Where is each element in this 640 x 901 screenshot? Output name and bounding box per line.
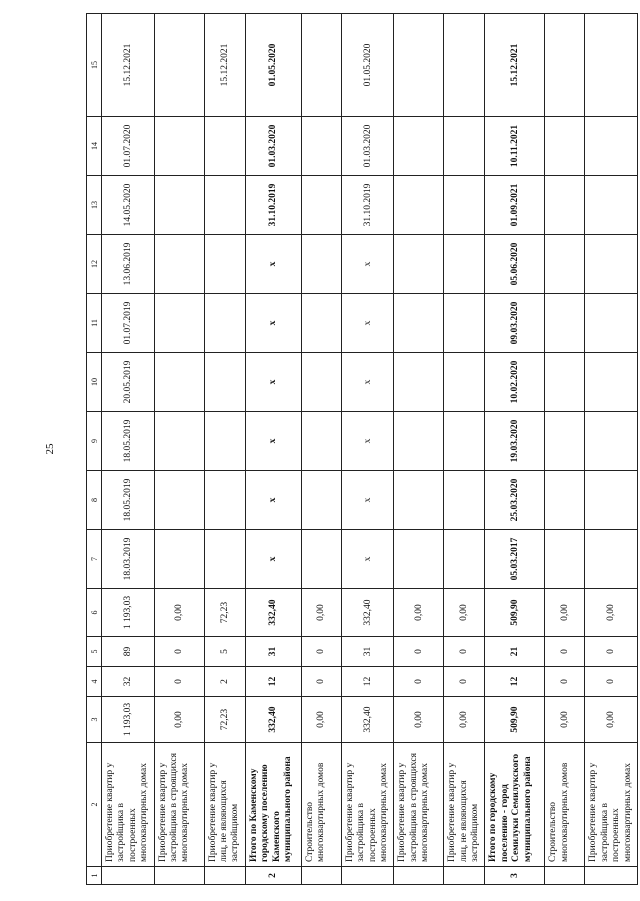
value-cell — [444, 353, 485, 412]
value-cell: 05.03.2017 — [485, 530, 545, 589]
value-cell: 0,00 — [394, 589, 444, 637]
header-cell: 5 — [87, 637, 102, 667]
value-cell: 31 — [341, 637, 394, 667]
header-cell: 3 — [87, 697, 102, 743]
value-cell — [394, 294, 444, 353]
value-cell — [154, 235, 204, 294]
description-cell: Итого по Каменскому городскому поселению Каменского муниципального района — [245, 743, 301, 867]
value-cell — [394, 117, 444, 176]
value-cell — [545, 14, 585, 117]
value-cell: 09.03.2020 — [485, 294, 545, 353]
value-cell: 1 193,03 — [102, 697, 155, 743]
value-cell — [301, 412, 341, 471]
value-cell: 0 — [394, 637, 444, 667]
value-cell: 32 — [102, 667, 155, 697]
header-cell: 14 — [87, 117, 102, 176]
description-cell: Приобретение квартир у застройщика в строящихся многоквартирных домах — [154, 743, 204, 867]
value-cell: 332,40 — [341, 697, 394, 743]
value-cell — [204, 235, 245, 294]
value-cell: 12 — [341, 667, 394, 697]
value-cell — [301, 176, 341, 235]
value-cell: 0 — [394, 667, 444, 697]
value-cell — [154, 530, 204, 589]
value-cell: 509,90 — [485, 697, 545, 743]
value-cell: 19.03.2020 — [485, 412, 545, 471]
value-cell — [394, 412, 444, 471]
value-cell — [301, 471, 341, 530]
value-cell: x — [341, 412, 394, 471]
value-cell — [545, 235, 585, 294]
table-row — [204, 14, 245, 885]
table-row — [444, 14, 485, 885]
value-cell: 15.12.2021 — [204, 14, 245, 117]
value-cell: 0 — [585, 637, 638, 667]
value-cell — [204, 353, 245, 412]
value-cell — [444, 294, 485, 353]
value-cell: x — [245, 412, 301, 471]
value-cell — [545, 471, 585, 530]
row-number-cell — [154, 867, 204, 885]
header-cell: 13 — [87, 176, 102, 235]
table-body — [87, 14, 638, 885]
value-cell: 10.02.2020 — [485, 353, 545, 412]
value-cell: x — [245, 353, 301, 412]
row-number-cell — [301, 867, 341, 885]
value-cell — [585, 294, 638, 353]
value-cell — [204, 530, 245, 589]
value-cell: 72,23 — [204, 589, 245, 637]
value-cell: 0 — [545, 667, 585, 697]
value-cell — [545, 353, 585, 412]
value-cell — [204, 471, 245, 530]
value-cell: x — [341, 471, 394, 530]
value-cell — [444, 117, 485, 176]
value-cell: 12 — [245, 667, 301, 697]
description-cell: Итого по городскому поселению - город Семилуки Семилукского муниципального района — [485, 743, 545, 867]
value-cell: 0,00 — [301, 589, 341, 637]
header-cell: 7 — [87, 530, 102, 589]
value-cell: 31.10.2019 — [245, 176, 301, 235]
value-cell: x — [341, 353, 394, 412]
header-cell: 2 — [87, 743, 102, 867]
value-cell: 10.11.2021 — [485, 117, 545, 176]
value-cell: 72,23 — [204, 697, 245, 743]
value-cell — [545, 176, 585, 235]
description-cell: Приобретение квартир у застройщика в строящихся многоквартирных домах — [394, 743, 444, 867]
header-cell: 9 — [87, 412, 102, 471]
value-cell — [154, 353, 204, 412]
value-cell: 332,40 — [245, 589, 301, 637]
value-cell — [585, 235, 638, 294]
value-cell — [585, 14, 638, 117]
value-cell: x — [341, 294, 394, 353]
value-cell: 01.05.2020 — [245, 14, 301, 117]
value-cell: 0 — [301, 667, 341, 697]
value-cell — [444, 471, 485, 530]
value-cell: x — [245, 471, 301, 530]
table-row — [301, 14, 341, 885]
value-cell — [444, 235, 485, 294]
value-cell — [444, 14, 485, 117]
header-cell: 10 — [87, 353, 102, 412]
value-cell: 0 — [301, 637, 341, 667]
value-cell: 01.03.2020 — [341, 117, 394, 176]
value-cell — [394, 14, 444, 117]
description-cell: Приобретение квартир у застройщика в построенных многоквартирных домах — [341, 743, 394, 867]
value-cell: 0,00 — [545, 589, 585, 637]
value-cell — [301, 235, 341, 294]
value-cell: 5 — [204, 637, 245, 667]
row-number-cell — [585, 867, 638, 885]
row-number-cell — [204, 867, 245, 885]
value-cell: 14.05.2020 — [102, 176, 155, 235]
table-row — [545, 14, 585, 885]
header-cell: 12 — [87, 235, 102, 294]
value-cell: x — [341, 235, 394, 294]
description-cell: Строительство многоквартирных домов — [545, 743, 585, 867]
value-cell: 01.07.2019 — [102, 294, 155, 353]
value-cell: 0,00 — [154, 589, 204, 637]
value-cell — [585, 530, 638, 589]
table-row — [102, 14, 155, 885]
row-number-cell — [545, 867, 585, 885]
value-cell — [444, 412, 485, 471]
value-cell: x — [245, 294, 301, 353]
header-row — [87, 14, 102, 885]
table-row — [154, 14, 204, 885]
value-cell — [545, 117, 585, 176]
value-cell: x — [341, 530, 394, 589]
value-cell: 0 — [545, 637, 585, 667]
rotated-page — [86, 15, 633, 885]
value-cell — [154, 176, 204, 235]
value-cell — [585, 353, 638, 412]
description-cell: Строительство многоквартирных домов — [301, 743, 341, 867]
header-cell: 4 — [87, 667, 102, 697]
value-cell: x — [245, 235, 301, 294]
value-cell: 0,00 — [545, 697, 585, 743]
value-cell — [394, 235, 444, 294]
value-cell: 0,00 — [444, 697, 485, 743]
description-cell: Приобретение квартир у лиц, не являющихся застройщиком — [444, 743, 485, 867]
value-cell: 0 — [585, 667, 638, 697]
value-cell: 0,00 — [154, 697, 204, 743]
value-cell: 332,40 — [341, 589, 394, 637]
value-cell — [585, 412, 638, 471]
header-cell: 1 — [87, 867, 102, 885]
value-cell: 01.09.2021 — [485, 176, 545, 235]
value-cell — [394, 530, 444, 589]
value-cell — [204, 176, 245, 235]
value-cell — [301, 353, 341, 412]
value-cell — [444, 530, 485, 589]
value-cell: 89 — [102, 637, 155, 667]
value-cell: x — [245, 530, 301, 589]
value-cell: 332,40 — [245, 697, 301, 743]
value-cell — [585, 471, 638, 530]
value-cell: 01.05.2020 — [341, 14, 394, 117]
value-cell: 509,90 — [485, 589, 545, 637]
value-cell: 0,00 — [301, 697, 341, 743]
value-cell — [301, 14, 341, 117]
value-cell: 21 — [485, 637, 545, 667]
table-row — [394, 14, 444, 885]
value-cell: 18.05.2019 — [102, 471, 155, 530]
row-number-cell: 3 — [485, 867, 545, 885]
value-cell — [301, 294, 341, 353]
value-cell — [301, 117, 341, 176]
value-cell — [394, 176, 444, 235]
value-cell: 25.03.2020 — [485, 471, 545, 530]
table-row — [341, 14, 394, 885]
header-cell: 6 — [87, 589, 102, 637]
program-table — [86, 13, 638, 885]
value-cell: 18.05.2019 — [102, 412, 155, 471]
value-cell: 12 — [485, 667, 545, 697]
value-cell — [204, 412, 245, 471]
value-cell — [545, 530, 585, 589]
value-cell: 01.03.2020 — [245, 117, 301, 176]
value-cell — [154, 117, 204, 176]
value-cell: 0 — [444, 637, 485, 667]
row-number-cell: 2 — [245, 867, 301, 885]
value-cell: 0,00 — [444, 589, 485, 637]
value-cell: 0,00 — [394, 697, 444, 743]
value-cell — [154, 294, 204, 353]
value-cell — [154, 14, 204, 117]
value-cell: 0,00 — [585, 697, 638, 743]
value-cell: 1 193,03 — [102, 589, 155, 637]
value-cell: 31 — [245, 637, 301, 667]
value-cell: 01.07.2020 — [102, 117, 155, 176]
row-number-cell — [444, 867, 485, 885]
table-row — [585, 14, 638, 885]
value-cell: 05.06.2020 — [485, 235, 545, 294]
value-cell — [204, 117, 245, 176]
header-cell: 8 — [87, 471, 102, 530]
value-cell — [545, 412, 585, 471]
value-cell: 20.05.2019 — [102, 353, 155, 412]
value-cell: 18.03.2019 — [102, 530, 155, 589]
value-cell: 0 — [444, 667, 485, 697]
value-cell — [394, 353, 444, 412]
value-cell — [585, 117, 638, 176]
value-cell — [154, 412, 204, 471]
page-number: 25 — [44, 443, 56, 455]
value-cell: 31.10.2019 — [341, 176, 394, 235]
value-cell — [394, 471, 444, 530]
value-cell — [545, 294, 585, 353]
description-cell: Приобретение квартир у застройщика в построенных многоквартирных домах — [585, 743, 638, 867]
description-cell: Приобретение квартир у лиц, не являющихся застройщиком — [204, 743, 245, 867]
row-number-cell — [341, 867, 394, 885]
table-row — [485, 14, 545, 885]
value-cell: 15.12.2021 — [102, 14, 155, 117]
value-cell: 0,00 — [585, 589, 638, 637]
header-cell: 11 — [87, 294, 102, 353]
value-cell: 0 — [154, 667, 204, 697]
value-cell: 2 — [204, 667, 245, 697]
value-cell — [204, 294, 245, 353]
value-cell — [301, 530, 341, 589]
description-cell: Приобретение квартир у застройщика в построенных многоквартирных домах — [102, 743, 155, 867]
row-number-cell — [102, 867, 155, 885]
value-cell — [585, 176, 638, 235]
value-cell — [444, 176, 485, 235]
value-cell — [154, 471, 204, 530]
row-number-cell — [394, 867, 444, 885]
table-row — [245, 14, 301, 885]
value-cell: 0 — [154, 637, 204, 667]
value-cell: 15.12.2021 — [485, 14, 545, 117]
header-cell: 15 — [87, 14, 102, 117]
value-cell: 13.06.2019 — [102, 235, 155, 294]
